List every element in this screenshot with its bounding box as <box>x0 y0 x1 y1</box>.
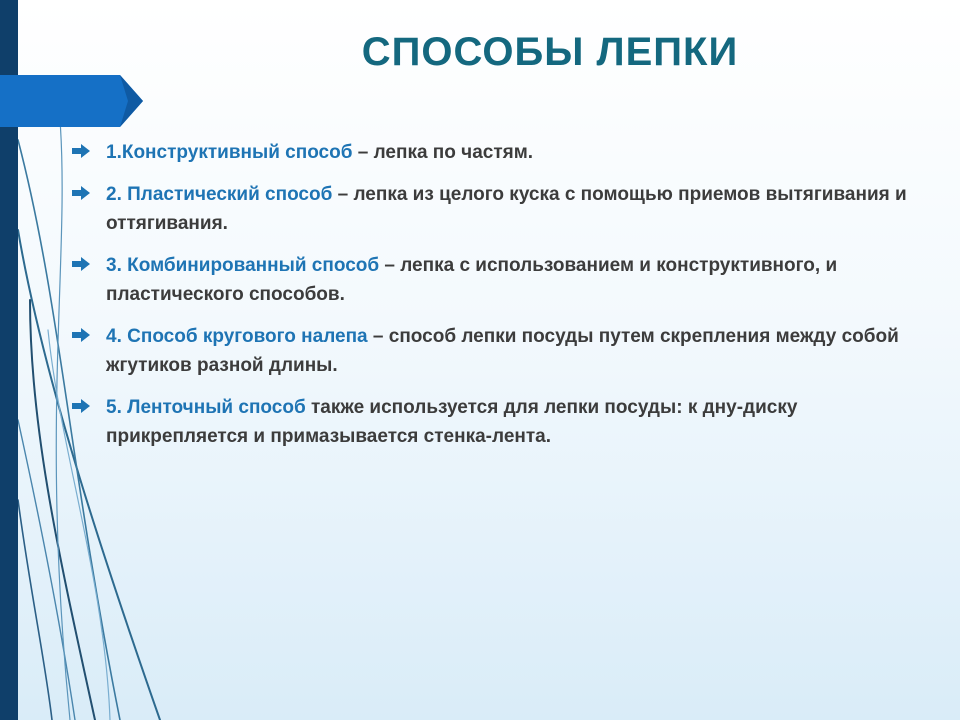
bullet-highlight: 4. Способ кругового налепа <box>106 326 368 347</box>
title-banner-arrow <box>0 75 143 127</box>
arrow-right-icon <box>72 328 90 342</box>
bullet-text: – лепка по частям. <box>352 142 534 163</box>
bullet-text: – способ лепки посуды путем скрепления между собой жгутиков разной длины. <box>106 326 899 376</box>
bullet-text: также используется для лепки посуды: к дну-диску прикрепляется и примазывается стенка-лента. <box>106 397 798 447</box>
slide-title: СПОСОБЫ ЛЕПКИ <box>361 30 739 74</box>
arrow-right-icon <box>72 144 90 158</box>
arrow-right-icon <box>72 186 90 200</box>
bullet-item <box>70 180 940 238</box>
bullet-highlight: 2. Пластический способ <box>106 184 333 205</box>
bullet-highlight: 3. Комбинированный способ <box>106 255 380 276</box>
bullet-item <box>70 393 940 451</box>
arrow-right-icon <box>72 399 90 413</box>
bullet-item <box>70 251 940 309</box>
bullet-highlight: 5. Ленточный способ <box>106 397 306 418</box>
bullet-item <box>70 322 940 380</box>
arrow-right-icon <box>72 257 90 271</box>
bullet-text: – лепка из целого куска с помощью приемов вытягивания и оттягивания. <box>106 184 907 234</box>
bullet-highlight: 1.Конструктивный способ <box>106 142 353 163</box>
bullet-item <box>70 138 940 167</box>
bullet-text: – лепка с использованием и конструктивного, и пластического способов. <box>106 255 838 305</box>
bullet-list <box>70 138 940 464</box>
